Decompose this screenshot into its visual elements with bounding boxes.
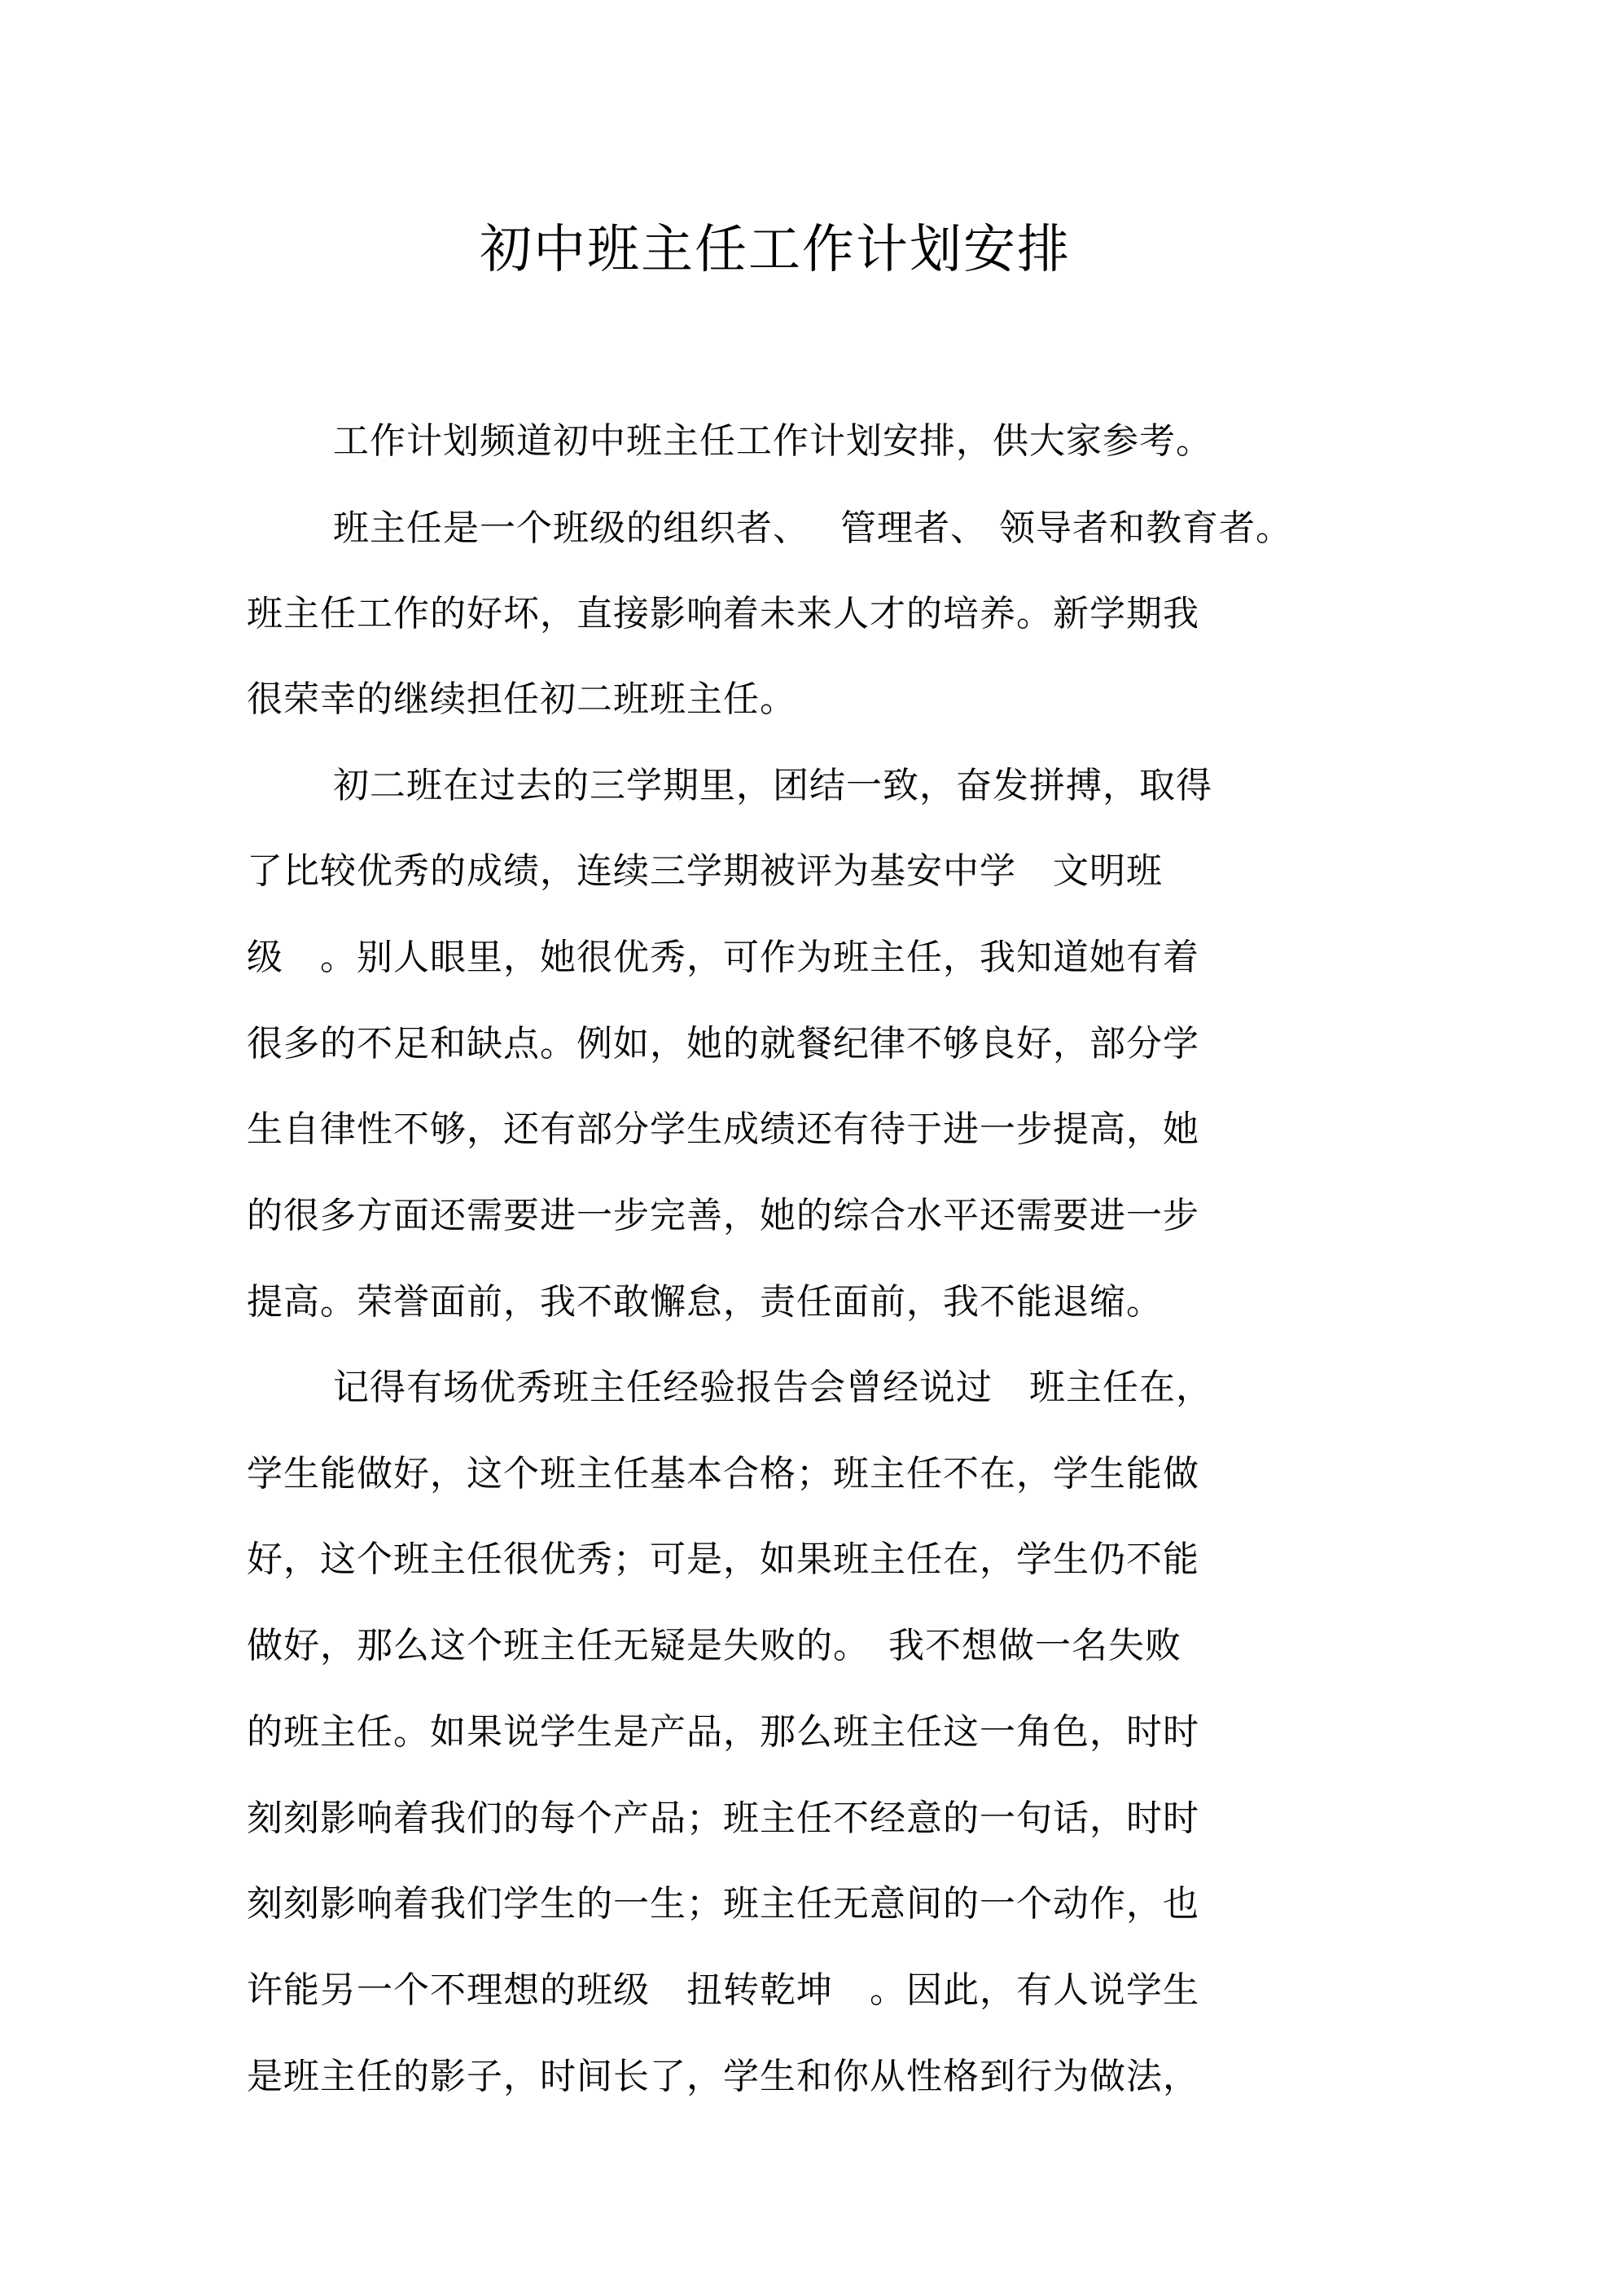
paragraph-line: 班主任工作的好坏，直接影响着未来人才的培养。新学期我 (247, 593, 1199, 634)
paragraph-line: 班主任是一个班级的组织者、 管理者、 领导者和教育者。 (333, 507, 1292, 549)
paragraph-line: 生自律性不够，还有部分学生成绩还有待于进一步提高，她 (247, 1108, 1199, 1150)
paragraph-line: 好，这个班主任很优秀；可是，如果班主任在，学生仍不能 (247, 1539, 1199, 1580)
paragraph-line: 刻刻影响着我们学生的一生；班主任无意间的一个动作，也 (247, 1883, 1199, 1925)
paragraph-line: 学生能做好，这个班主任基本合格；班主任不在，学生能做 (247, 1453, 1199, 1495)
paragraph-line: 的很多方面还需要进一步完善，她的综合水平还需要进一步 (247, 1195, 1199, 1236)
paragraph-line: 初二班在过去的三学期里，团结一致，奋发拼搏，取得 (333, 765, 1212, 806)
paragraph-line: 许能另一个不理想的班级 扭转乾坤 。因此，有人说学生 (247, 1969, 1199, 2011)
paragraph-line: 做好，那么这个班主任无疑是失败的。 我不想做一名失败 (247, 1625, 1181, 1666)
paragraph-line: 了比较优秀的成绩，连续三学期被评为基安中学 文明班 (247, 850, 1163, 892)
paragraph-line: 记得有场优秀班主任经验报告会曾经说过 班主任在， (333, 1367, 1212, 1408)
paragraph-line: 提高。荣誉面前，我不敢懈怠，责任面前，我不能退缩。 (247, 1281, 1163, 1323)
paragraph-line: 是班主任的影子，时间长了，学生和你从性格到行为做法， (247, 2056, 1199, 2097)
paragraph-line: 的班主任。如果说学生是产品，那么班主任这一角色，时时 (247, 1711, 1199, 1753)
paragraph-line: 工作计划频道初中班主任工作计划安排，供大家参考。 (333, 420, 1212, 462)
paragraph-line: 很多的不足和缺点。例如，她的就餐纪律不够良好，部分学 (247, 1023, 1199, 1065)
paragraph-line: 刻刻影响着我们的每个产品；班主任不经意的一句话，时时 (247, 1798, 1199, 1839)
paragraph-line: 级 。别人眼里，她很优秀，可作为班主任，我知道她有着 (247, 937, 1199, 978)
document-title: 初中班主任工作计划安排 (480, 220, 1071, 280)
paragraph-line: 很荣幸的继续担任初二班班主任。 (247, 678, 796, 720)
